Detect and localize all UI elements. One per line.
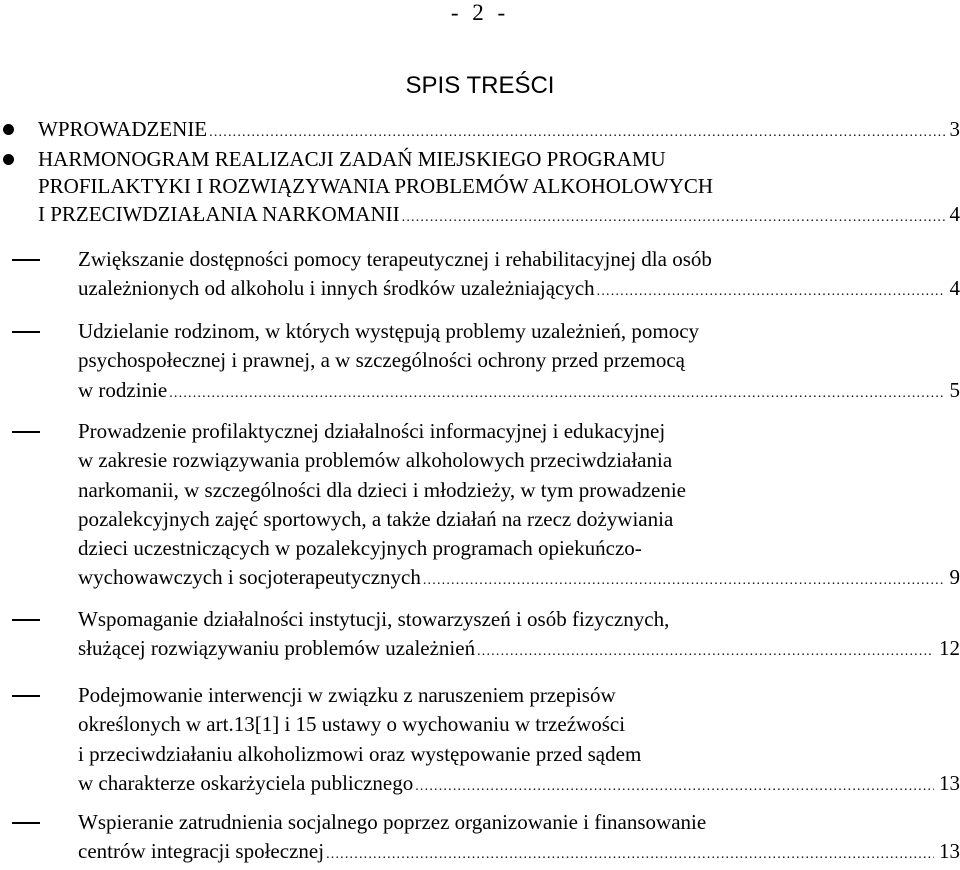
toc-entry-line: Wspomaganie działalności instytucji, stowarzyszeń i osób fizycznych, bbox=[78, 605, 960, 634]
page-title: SPIS TREŚCI bbox=[0, 72, 960, 100]
toc-entry-text bbox=[78, 808, 960, 867]
toc-entry-line: służącej rozwiązywaniu problemów uzależnień bbox=[78, 634, 475, 663]
toc-entry-line: HARMONOGRAM REALIZACJI ZADAŃ MIEJSKIEGO PROGRAMU bbox=[38, 146, 960, 173]
dot-leader bbox=[423, 566, 945, 595]
toc-entry-line: PROFILAKTYKI I ROZWIĄZYWANIA PROBLEMÓW ALKOHOLOWYCH bbox=[38, 173, 960, 200]
toc-entry-text bbox=[78, 681, 960, 798]
toc-entry-line: w rodzinie bbox=[78, 376, 167, 405]
toc-entry-line: i przeciwdziałaniu alkoholizmowi oraz występowanie przed sądem bbox=[78, 740, 960, 769]
dash-icon bbox=[12, 259, 40, 261]
toc-page-number: 3 bbox=[947, 116, 960, 143]
toc-entry-line: pozalekcyjnych zajęć sportowych, a także działań na rzecz dożywiania bbox=[78, 505, 960, 534]
toc-entry-line: Podejmowanie interwencji w związku z naruszeniem przepisów bbox=[78, 681, 960, 710]
toc-entry-line: psychospołecznej i prawnej, a w szczególności ochrony przed przemocą bbox=[78, 346, 960, 375]
toc-entry-line: uzależnionych od alkoholu i innych środków uzależniających bbox=[78, 274, 595, 303]
toc-entry-line: Udzielanie rodzinom, w których występują problemy uzależnień, pomocy bbox=[78, 317, 960, 346]
toc-entry-text bbox=[78, 245, 960, 304]
bullet-icon bbox=[3, 154, 14, 165]
toc-entry-text bbox=[38, 146, 960, 228]
dot-leader bbox=[415, 772, 934, 801]
toc-entry-line: w charakterze oskarżyciela publicznego bbox=[78, 769, 413, 798]
dash-icon bbox=[12, 331, 40, 333]
bullet-icon bbox=[3, 124, 14, 135]
toc-entry-line: WPROWADZENIE bbox=[38, 116, 207, 143]
dot-leader bbox=[326, 840, 934, 869]
toc-entry-text bbox=[78, 417, 960, 593]
dash-icon bbox=[12, 822, 40, 824]
dot-leader bbox=[597, 277, 945, 306]
toc-page-number: 4 bbox=[947, 201, 960, 228]
toc-page-number: 13 bbox=[936, 837, 960, 866]
toc-entry-line: w zakresie rozwiązywania problemów alkoholowych przeciwdziałania bbox=[78, 446, 960, 475]
toc-page-number: 5 bbox=[947, 376, 960, 405]
toc-entry-text bbox=[38, 116, 960, 143]
page-number: - 2 - bbox=[0, 0, 960, 26]
dot-leader bbox=[169, 379, 944, 408]
dash-icon bbox=[12, 695, 40, 697]
toc-page-number: 9 bbox=[947, 563, 960, 592]
dot-leader bbox=[477, 637, 934, 666]
dash-icon bbox=[12, 431, 40, 433]
toc-page-number: 4 bbox=[947, 274, 960, 303]
toc-page-number: 13 bbox=[936, 769, 960, 798]
toc-entry-line: Zwiększanie dostępności pomocy terapeutycznej i rehabilitacyjnej dla osób bbox=[78, 245, 960, 274]
toc-page-number: 12 bbox=[936, 634, 960, 663]
toc-entry-text bbox=[78, 605, 960, 664]
toc-entry-line: centrów integracji społecznej bbox=[78, 837, 324, 866]
toc-entry-text bbox=[78, 317, 960, 405]
toc-entry-line: Prowadzenie profilaktycznej działalności informacyjnej i edukacyjnej bbox=[78, 417, 960, 446]
dot-leader bbox=[209, 119, 944, 146]
toc-entry-line: dzieci uczestniczących w pozalekcyjnych programach opiekuńczo- bbox=[78, 534, 960, 563]
dash-icon bbox=[12, 619, 40, 621]
toc-entry-line: Wspieranie zatrudnienia socjalnego poprzez organizowanie i finansowanie bbox=[78, 808, 960, 837]
toc-entry-line: określonych w art.13[1] i 15 ustawy o wychowaniu w trzeźwości bbox=[78, 710, 960, 739]
toc-entry-line: I PRZECIWDZIAŁANIA NARKOMANII bbox=[38, 201, 400, 228]
toc-entry-line: wychowawczych i socjoterapeutycznych bbox=[78, 563, 421, 592]
dot-leader bbox=[402, 204, 945, 231]
toc-entry-line: narkomanii, w szczególności dla dzieci i młodzieży, w tym prowadzenie bbox=[78, 476, 960, 505]
